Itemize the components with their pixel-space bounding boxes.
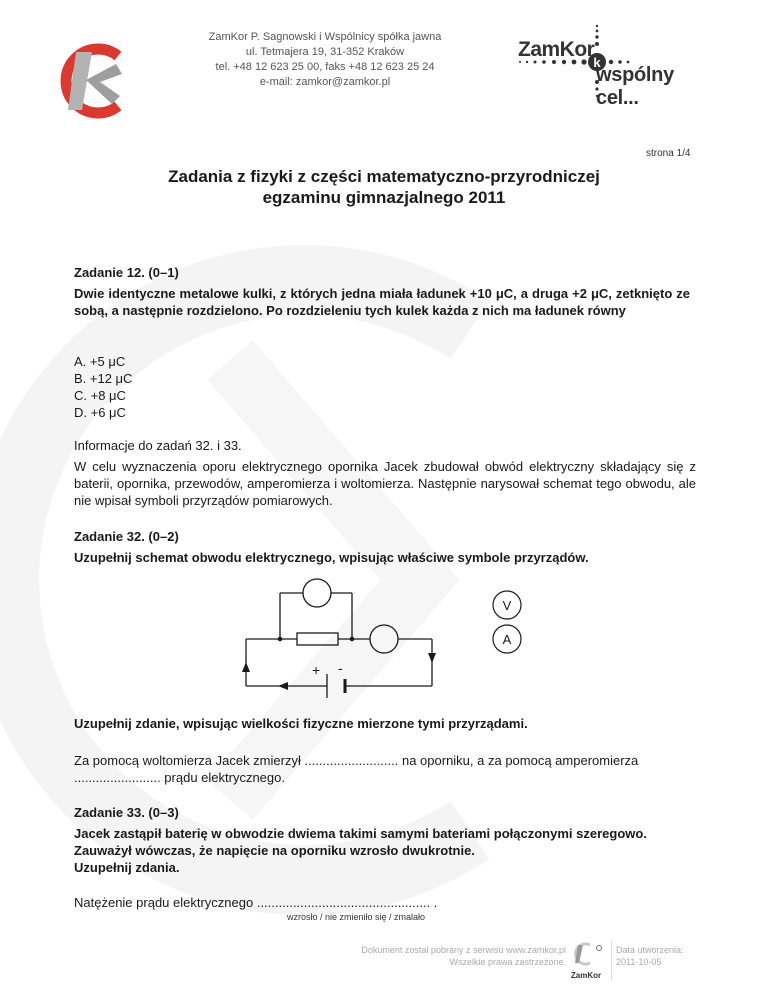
task-32-sentence-line-1: Za pomocą woltomierza Jacek zmierzył .......................... na oporniku, a za pomocą amperomierza [74,753,639,768]
footer-date-value: 2011-10-05 [616,957,662,967]
meter-circle-top [303,579,331,607]
task-32-sentence-line-2: ........................ prądu elektrycznego. [74,770,285,785]
option-a: A. +5 μC [74,354,126,369]
task-33-text-line-3: Uzupełnij zdania. [74,860,180,875]
footer-source: Dokument został pobrany z serwisu www.zamkor.pl [361,945,566,955]
task-12-question: Dwie identyczne metalowe kulki, z których jedna miała ładunek +10 μC, a druga +2 μC, zetknięto ze sobą, a następnie rozdzielono. Po rozdzieleniu tych kulek każda z nich ma ładunek równy [74,286,690,318]
option-c: C. +8 μC [74,388,126,403]
option-b: B. +12 μC [74,371,133,386]
brand-name: ZamKor [518,38,595,61]
meter-circle-series [370,625,398,653]
footer-logo [566,942,606,978]
footer-mini-brand: ZamKor [570,971,602,980]
svg-text:k: k [593,55,601,70]
company-street: ul. Tetmajera 19, 31-352 Kraków [245,46,405,58]
company-phone: tel. +48 12 623 25 00, faks +48 12 623 25 24 [215,61,435,73]
task-32-instruction: Uzupełnij schemat obwodu elektrycznego, wpisując właściwe symbole przyrządów. [74,550,589,565]
task-33-text-line-2: Zauważył wówczas, że napięcie na oporniku wzrosło dwukrotnie. [74,843,475,858]
battery-minus: - [338,660,343,676]
footer-divider [611,941,612,981]
resistor [297,633,338,645]
footer-date [616,944,684,968]
junction-right [350,637,355,642]
junction-left [278,637,283,642]
footer-date-label: Data utworzenia: [616,945,684,955]
info-heading: Informacje do zadań 32. i 33. [74,438,242,453]
title-line-2: egzaminu gimnazjalnego 2011 [262,188,506,207]
company-name: ZamKor P. Sagnowski i Wspólnicy spółka jawna [208,31,442,43]
voltmeter-label: V [502,598,512,613]
footer-k-logo-icon [566,942,606,966]
task-32-instruction-2: Uzupełnij zdanie, wpisując wielkości fizyczne mierzone tymi przyrządami. [74,716,528,731]
option-d: D. +6 μC [74,405,126,420]
arrow-up-icon [242,662,250,672]
battery-plus: + [312,662,321,678]
task-33-heading: Zadanie 33. (0–3) [74,805,179,820]
brand-tagline: wspólny cel... [596,64,674,109]
arrow-left-icon [278,682,288,690]
task-32-heading: Zadanie 32. (0–2) [74,529,179,544]
task-33-answer-line: Natężenie prądu elektrycznego ................................................ . [74,895,438,910]
company-email: e-mail: zamkor@zamkor.pl [259,76,391,88]
page-number: strona 1/4 [646,148,691,159]
info-text: W celu wyznaczenia oporu elektrycznego opornika Jacek zbudował obwód elektryczny składający się z baterii, opornika, przewodów, amperomierza i woltomierza. Następnie narysował schemat tego obwodu, ale nie wpisał symboli przyrządów pomiarowych. [74,459,696,508]
title-line-1: Zadania z fizyki z części matematyczno-przyrodniczej [168,167,600,186]
footer-notice [340,944,566,968]
task-12-heading: Zadanie 12. (0–1) [74,265,179,280]
arrow-down-icon [428,653,436,663]
footer-rights: Wszelkie prawa zastrzeżone. [449,957,566,967]
task-33-answer-options: wzrosło / nie zmieniło się / zmalało [287,912,426,922]
ammeter-label: A [502,632,512,647]
task-33-text-line-1: Jacek zastąpił baterię w obwodzie dwiema takimi samymi bateriami połączonymi szeregowo. [74,826,647,841]
